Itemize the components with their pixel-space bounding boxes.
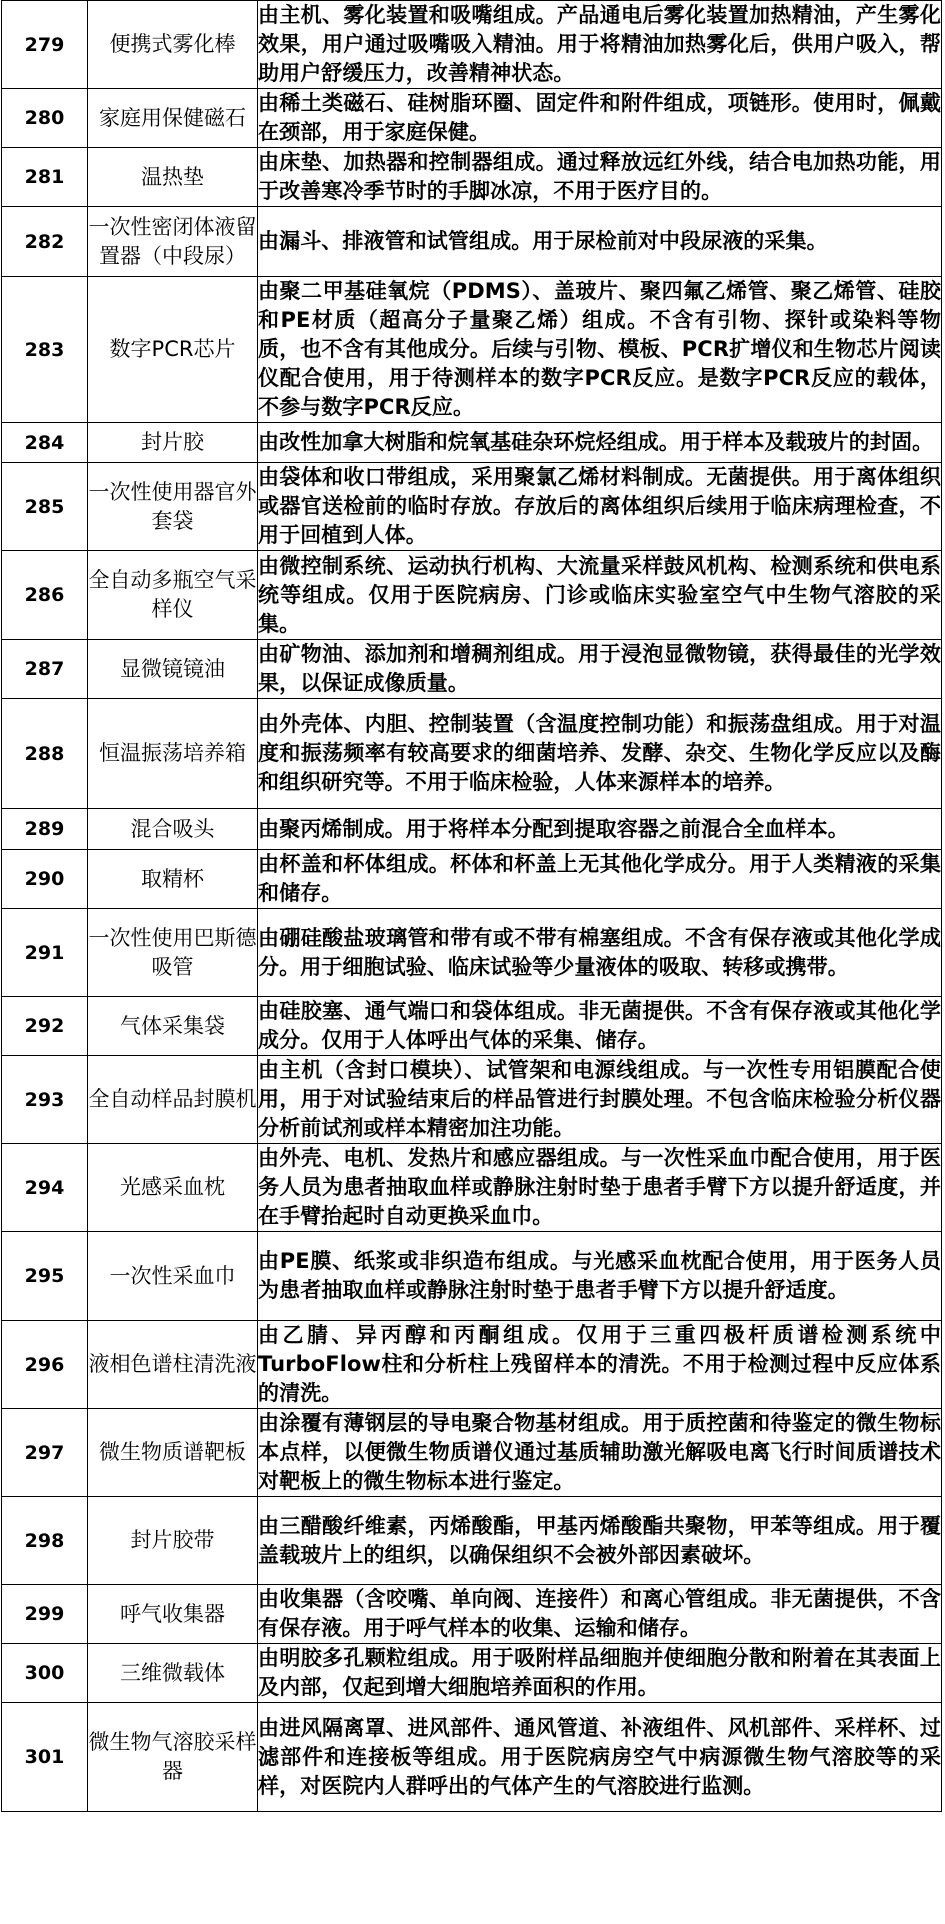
product-description: 由硅胶塞、通气端口和袋体组成。非无菌提供。不含有保存液或其他化学成分。仅用于人体呼出气体的采集、储存。 (258, 997, 942, 1056)
product-description: 由聚丙烯制成。用于将样本分配到提取容器之前混合全血样本。 (258, 809, 942, 850)
product-name: 混合吸头 (88, 809, 258, 850)
product-name: 三维微载体 (88, 1644, 258, 1703)
product-description: 由床垫、加热器和控制器组成。通过释放远红外线，结合电加热功能，用于改善寒冷季节时的手脚冰凉，不用于医疗目的。 (258, 148, 942, 207)
table-body (2, 1, 942, 1812)
product-name: 液相色谱柱清洗液 (88, 1321, 258, 1409)
product-description: 由明胶多孔颗粒组成。用于吸附样品细胞并使细胞分散和附着在其表面上及内部，仅起到增大细胞培养面积的作用。 (258, 1644, 942, 1703)
row-number: 301 (2, 1703, 88, 1812)
table-row (2, 1703, 942, 1812)
product-description: 由微控制系统、运动执行机构、大流量采样鼓风机构、检测系统和供电系统等组成。仅用于医院病房、门诊或临床实验室空气中生物气溶胶的采集。 (258, 551, 942, 640)
product-description: 由外壳体、内胆、控制装置（含温度控制功能）和振荡盘组成。用于对温度和振荡频率有较高要求的细菌培养、发酵、杂交、生物化学反应以及酶和组织研究等。不用于临床检验，人体来源样本的培养。 (258, 699, 942, 809)
product-description: 由硼硅酸盐玻璃管和带有或不带有棉塞组成。不含有保存液或其他化学成分。用于细胞试验、临床试验等少量液体的吸取、转移或携带。 (258, 909, 942, 997)
product-description: 由乙腈、异丙醇和丙酮组成。仅用于三重四极杆质谱检测系统中TurboFlow柱和分析柱上残留样本的清洗。不用于检测过程中反应体系的清洗。 (258, 1321, 942, 1409)
table-row (2, 1409, 942, 1497)
table-row (2, 909, 942, 997)
product-description: 由改性加拿大树脂和烷氧基硅杂环烷烃组成。用于样本及载玻片的封固。 (258, 423, 942, 463)
product-name: 呼气收集器 (88, 1585, 258, 1644)
row-number: 298 (2, 1497, 88, 1585)
table-row (2, 1144, 942, 1232)
row-number: 283 (2, 277, 88, 423)
row-number: 280 (2, 89, 88, 148)
product-description: 由进风隔离罩、进风部件、通风管道、补液组件、风机部件、采样杯、过滤部件和连接板等组成。用于医院病房空气中病源微生物气溶胶等的采样，对医院内人群呼出的气体产生的气溶胶进行监测。 (258, 1703, 942, 1812)
table-row (2, 850, 942, 909)
table-row (2, 1644, 942, 1703)
table-row (2, 148, 942, 207)
table-row (2, 551, 942, 640)
row-number: 288 (2, 699, 88, 809)
product-description: 由漏斗、排液管和试管组成。用于尿检前对中段尿液的采集。 (258, 207, 942, 277)
table-row (2, 1585, 942, 1644)
row-number: 294 (2, 1144, 88, 1232)
product-description: 由收集器（含咬嘴、单向阀、连接件）和离心管组成。非无菌提供，不含有保存液。用于呼气样本的收集、运输和储存。 (258, 1585, 942, 1644)
row-number: 282 (2, 207, 88, 277)
product-description: 由主机（含封口模块）、试管架和电源线组成。与一次性专用铝膜配合使用，用于对试验结束后的样品管进行封膜处理。不包含临床检验分析仪器分析前试剂或样本精密加注功能。 (258, 1056, 942, 1144)
table-row (2, 1, 942, 89)
table-row (2, 640, 942, 699)
product-name: 家庭用保健磁石 (88, 89, 258, 148)
product-name: 微生物气溶胶采样器 (88, 1703, 258, 1812)
product-description: 由聚二甲基硅氧烷（PDMS）、盖玻片、聚四氟乙烯管、聚乙烯管、硅胶和PE材质（超高分子量聚乙烯）组成。不含有引物、探针或染料等物质，也不含有其他成分。后续与引物、模板、PCR扩增仪和生物芯片阅读仪配合使用，用于待测样本的数字PCR反应。是数字PCR反应的载体，不参与数字PCR反应。 (258, 277, 942, 423)
product-description: 由稀土类磁石、硅树脂环圈、固定件和附件组成，项链形。使用时，佩戴在颈部，用于家庭保健。 (258, 89, 942, 148)
product-description: 由主机、雾化装置和吸嘴组成。产品通电后雾化装置加热精油，产生雾化效果，用户通过吸嘴吸入精油。用于将精油加热雾化后，供用户吸入，帮助用户舒缓压力，改善精神状态。 (258, 1, 942, 89)
product-description: 由外壳、电机、发热片和感应器组成。与一次性采血巾配合使用，用于医务人员为患者抽取血样或静脉注射时垫于患者手臂下方以提升舒适度，并在手臂抬起时自动更换采血巾。 (258, 1144, 942, 1232)
table-row (2, 997, 942, 1056)
product-name: 微生物质谱靶板 (88, 1409, 258, 1497)
table-row (2, 463, 942, 551)
product-description: 由三醋酸纤维素，丙烯酸酯，甲基丙烯酸酯共聚物，甲苯等组成。用于覆盖载玻片上的组织，以确保组织不会被外部因素破坏。 (258, 1497, 942, 1585)
row-number: 299 (2, 1585, 88, 1644)
product-name: 光感采血枕 (88, 1144, 258, 1232)
product-name: 显微镜镜油 (88, 640, 258, 699)
row-number: 300 (2, 1644, 88, 1703)
product-description: 由矿物油、添加剂和增稠剂组成。用于浸泡显微物镜，获得最佳的光学效果，以保证成像质量。 (258, 640, 942, 699)
product-name: 一次性采血巾 (88, 1232, 258, 1321)
row-number: 286 (2, 551, 88, 640)
product-name: 取精杯 (88, 850, 258, 909)
product-description: 由PE膜、纸浆或非织造布组成。与光感采血枕配合使用，用于医务人员为患者抽取血样或静脉注射时垫于患者手臂下方以提升舒适度。 (258, 1232, 942, 1321)
product-name: 数字PCR芯片 (88, 277, 258, 423)
table-row (2, 207, 942, 277)
row-number: 292 (2, 997, 88, 1056)
row-number: 293 (2, 1056, 88, 1144)
row-number: 289 (2, 809, 88, 850)
table-row (2, 1056, 942, 1144)
product-name: 全自动多瓶空气采样仪 (88, 551, 258, 640)
table-row (2, 423, 942, 463)
row-number: 295 (2, 1232, 88, 1321)
row-number: 284 (2, 423, 88, 463)
product-description: 由杯盖和杯体组成。杯体和杯盖上无其他化学成分。用于人类精液的采集和储存。 (258, 850, 942, 909)
product-name: 一次性使用器官外套袋 (88, 463, 258, 551)
product-description: 由涂覆有薄钢层的导电聚合物基材组成。用于质控菌和待鉴定的微生物标本点样，以便微生物质谱仪通过基质辅助激光解吸电离飞行时间质谱技术对靶板上的微生物标本进行鉴定。 (258, 1409, 942, 1497)
product-name: 全自动样品封膜机 (88, 1056, 258, 1144)
product-name: 封片胶 (88, 423, 258, 463)
product-name: 气体采集袋 (88, 997, 258, 1056)
product-name: 封片胶带 (88, 1497, 258, 1585)
table-row (2, 809, 942, 850)
table-row (2, 277, 942, 423)
table-row (2, 89, 942, 148)
row-number: 297 (2, 1409, 88, 1497)
device-catalog-table (1, 0, 942, 1812)
table-row (2, 699, 942, 809)
table-row (2, 1321, 942, 1409)
product-name: 恒温振荡培养箱 (88, 699, 258, 809)
row-number: 279 (2, 1, 88, 89)
product-name: 一次性密闭体液留置器（中段尿） (88, 207, 258, 277)
product-name: 温热垫 (88, 148, 258, 207)
table-row (2, 1232, 942, 1321)
product-description: 由袋体和收口带组成，采用聚氯乙烯材料制成。无菌提供。用于离体组织或器官送检前的临时存放。存放后的离体组织后续用于临床病理检查，不用于回植到人体。 (258, 463, 942, 551)
row-number: 285 (2, 463, 88, 551)
row-number: 296 (2, 1321, 88, 1409)
row-number: 291 (2, 909, 88, 997)
row-number: 281 (2, 148, 88, 207)
product-name: 便携式雾化棒 (88, 1, 258, 89)
table-row (2, 1497, 942, 1585)
row-number: 287 (2, 640, 88, 699)
product-name: 一次性使用巴斯德吸管 (88, 909, 258, 997)
row-number: 290 (2, 850, 88, 909)
